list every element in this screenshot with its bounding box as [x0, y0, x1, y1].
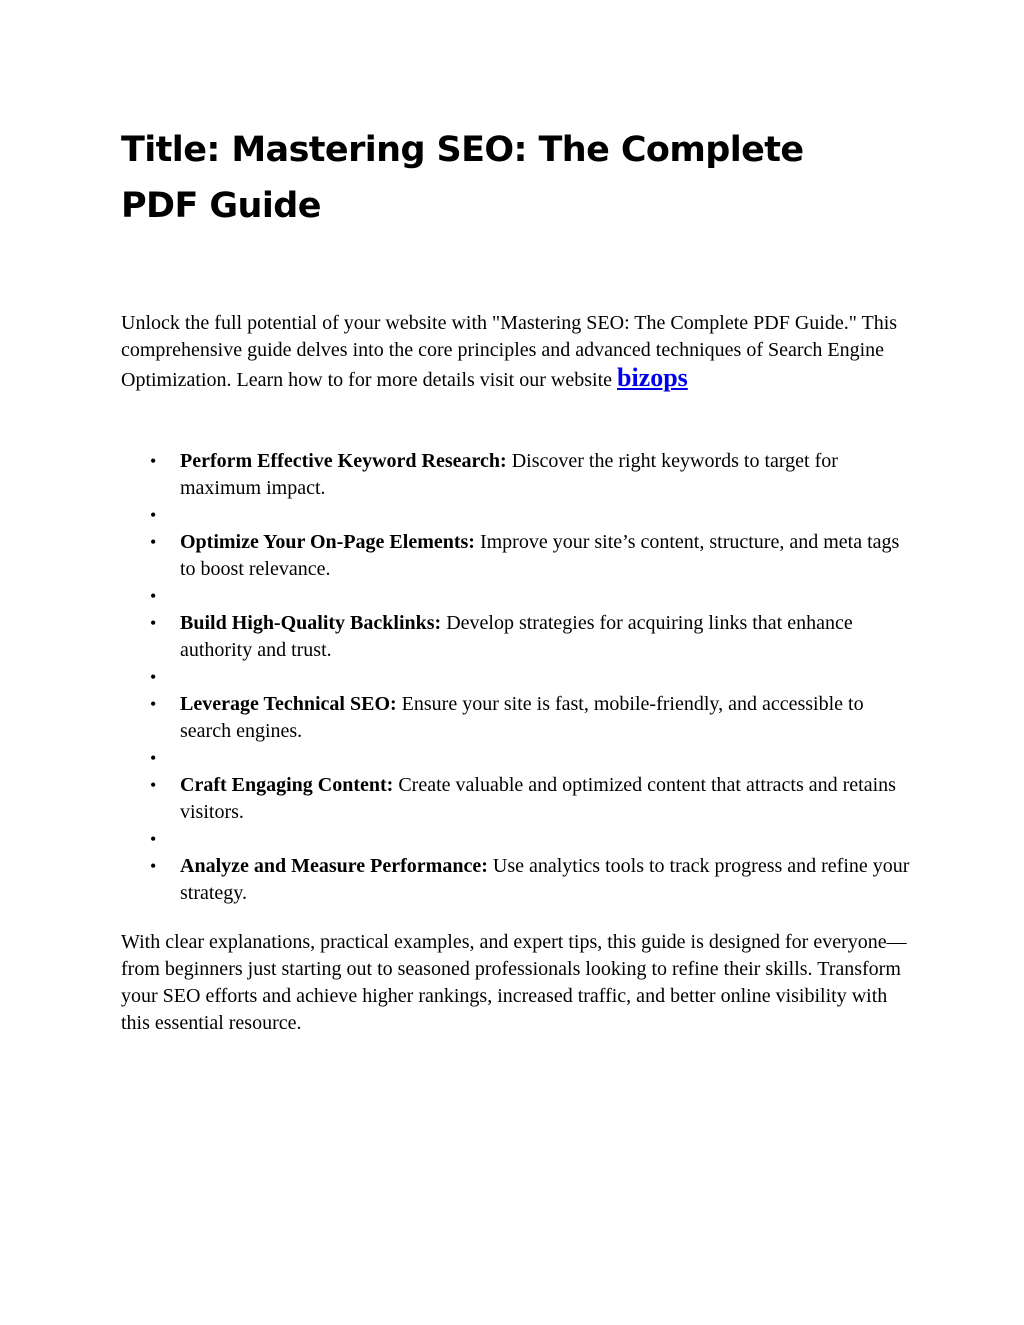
intro-text: Unlock the full potential of your website with "Mastering SEO: The Complete PDF Guide." This comprehensive guide delves into the core principles and advanced techniques of Search Engine Optimization. Learn how to for more details visit our website [121, 312, 898, 391]
bullet-icon: • [150, 451, 157, 471]
bullet-icon: • [150, 694, 157, 714]
bullet-icon: • [150, 856, 157, 876]
list-item-text: Discover the right keywords to target for maximum impact. [180, 450, 838, 499]
list-item-heading: Perform Effective Keyword Research: [180, 450, 507, 472]
bizops-link[interactable]: bizops [617, 363, 688, 392]
bullet-icon: • [150, 775, 157, 795]
list-item [121, 610, 911, 664]
list-item-text: Use analytics tools to track progress and refine your strategy. [180, 855, 910, 904]
list-item-empty [121, 664, 911, 691]
list-item-text: Ensure your site is fast, mobile-friendly, and accessible to search engines. [180, 693, 864, 742]
list-item-heading: Craft Engaging Content: [180, 774, 394, 796]
list-item [121, 772, 911, 826]
list-item-text: Develop strategies for acquiring links that enhance authority and trust. [180, 612, 853, 661]
feature-list [121, 448, 911, 907]
list-item-text: Improve your site’s content, structure, and meta tags to boost relevance. [180, 531, 900, 580]
bullet-icon: • [150, 505, 157, 525]
list-item-empty [121, 826, 911, 853]
bullet-icon: • [150, 748, 157, 768]
bullet-icon: • [150, 667, 157, 687]
list-item-heading: Build High-Quality Backlinks: [180, 612, 442, 634]
closing-paragraph: With clear explanations, practical examples, and expert tips, this guide is designed for everyone—from beginners just starting out to seasoned professionals looking to refine their skills. Transform your SEO efforts and achieve higher rankings, increased traffic, and better online visibility with this essential resource. [121, 931, 907, 1034]
bullet-icon: • [150, 829, 157, 849]
page-title: Title: Mastering SEO: The Complete PDF Guide [121, 130, 804, 226]
list-item-heading: Optimize Your On-Page Elements: [180, 531, 475, 553]
list-item-text: Create valuable and optimized content that attracts and retains visitors. [180, 774, 896, 823]
bullet-icon: • [150, 613, 157, 633]
list-item-heading: Leverage Technical SEO: [180, 693, 397, 715]
list-item-heading: Analyze and Measure Performance: [180, 855, 488, 877]
list-item-empty [121, 745, 911, 772]
list-item [121, 691, 911, 745]
list-item [121, 448, 911, 502]
bullet-icon: • [150, 532, 157, 552]
list-item [121, 529, 911, 583]
list-item [121, 853, 911, 907]
list-item-empty [121, 583, 911, 610]
list-item-empty [121, 502, 911, 529]
intro-paragraph [121, 310, 911, 394]
bullet-icon: • [150, 586, 157, 606]
